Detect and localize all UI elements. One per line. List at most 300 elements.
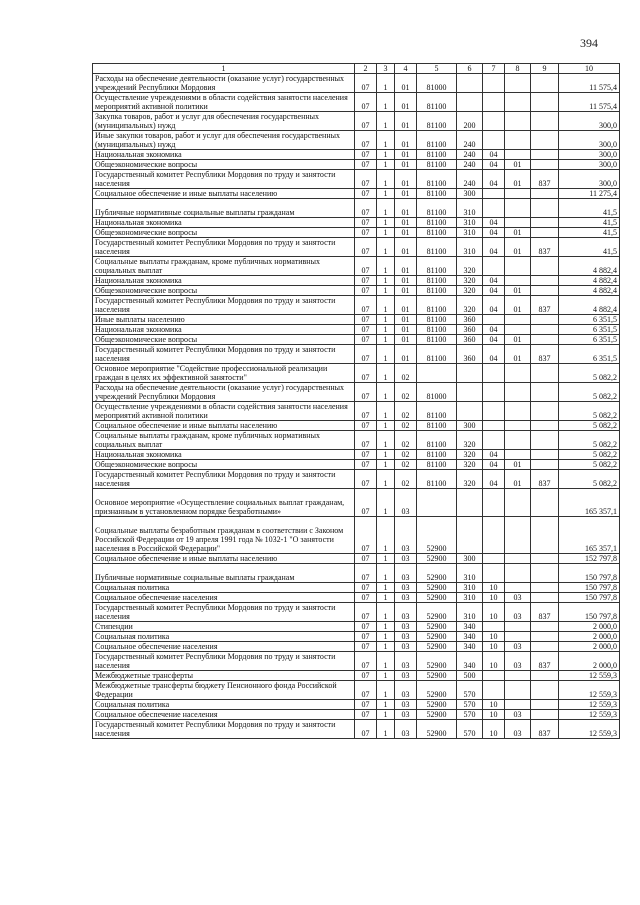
code-cell — [531, 315, 559, 325]
code-cell: 1 — [377, 470, 395, 489]
code-cell: 07 — [355, 160, 377, 170]
code-cell: 07 — [355, 218, 377, 228]
row-name-cell: Социальная политика — [93, 700, 355, 710]
code-cell: 07 — [355, 470, 377, 489]
code-cell — [531, 325, 559, 335]
amount-cell: 5 082,2 — [559, 402, 620, 421]
code-cell: 1 — [377, 286, 395, 296]
code-cell: 1 — [377, 228, 395, 238]
code-cell: 1 — [377, 450, 395, 460]
code-cell: 81100 — [417, 335, 457, 345]
code-cell: 300 — [457, 189, 483, 199]
code-cell: 04 — [483, 276, 505, 286]
amount-cell: 2 000,0 — [559, 632, 620, 642]
column-header: 9 — [531, 64, 559, 74]
code-cell: 01 — [505, 170, 531, 189]
row-name-cell: Публичные нормативные социальные выплаты гражданам — [93, 564, 355, 583]
code-cell — [531, 681, 559, 700]
code-cell — [505, 257, 531, 276]
code-cell: 02 — [395, 421, 417, 431]
code-cell: 1 — [377, 335, 395, 345]
code-cell: 81100 — [417, 93, 457, 112]
code-cell: 04 — [483, 325, 505, 335]
code-cell: 1 — [377, 160, 395, 170]
code-cell: 300 — [457, 554, 483, 564]
code-cell: 1 — [377, 402, 395, 421]
code-cell: 01 — [505, 345, 531, 364]
code-cell: 10 — [483, 603, 505, 622]
code-cell: 10 — [483, 593, 505, 603]
table-row — [93, 383, 620, 402]
code-cell: 1 — [377, 296, 395, 315]
code-cell: 07 — [355, 286, 377, 296]
column-header: 3 — [377, 64, 395, 74]
code-cell — [531, 218, 559, 228]
row-name-cell: Государственный комитет Республики Мордовия по труду и занятости населения — [93, 170, 355, 189]
code-cell: 81100 — [417, 131, 457, 150]
code-cell: 320 — [457, 460, 483, 470]
header-row — [93, 64, 620, 74]
code-cell: 81100 — [417, 286, 457, 296]
code-cell: 1 — [377, 345, 395, 364]
code-cell: 03 — [395, 489, 417, 517]
amount-cell: 4 882,4 — [559, 257, 620, 276]
table-row — [93, 257, 620, 276]
code-cell — [505, 93, 531, 112]
table-row — [93, 710, 620, 720]
code-cell: 52900 — [417, 720, 457, 739]
code-cell: 01 — [395, 257, 417, 276]
code-cell: 81100 — [417, 470, 457, 489]
column-header: 5 — [417, 64, 457, 74]
amount-cell: 2 000,0 — [559, 642, 620, 652]
code-cell — [505, 681, 531, 700]
table-row — [93, 286, 620, 296]
code-cell: 07 — [355, 671, 377, 681]
code-cell: 52900 — [417, 642, 457, 652]
row-name-cell: Общеэкономические вопросы — [93, 228, 355, 238]
code-cell — [505, 364, 531, 383]
amount-cell: 150 797,8 — [559, 593, 620, 603]
code-cell: 07 — [355, 315, 377, 325]
code-cell — [505, 325, 531, 335]
code-cell — [531, 131, 559, 150]
row-name-cell: Национальная экономика — [93, 325, 355, 335]
code-cell: 03 — [395, 700, 417, 710]
code-cell — [531, 583, 559, 593]
code-cell: 04 — [483, 450, 505, 460]
row-name-cell: Социальная политика — [93, 583, 355, 593]
code-cell — [505, 564, 531, 583]
code-cell — [505, 554, 531, 564]
code-cell: 03 — [505, 642, 531, 652]
page-number: 394 — [580, 36, 598, 50]
table-row — [93, 470, 620, 489]
code-cell: 01 — [395, 112, 417, 131]
column-header: 4 — [395, 64, 417, 74]
code-cell: 52900 — [417, 671, 457, 681]
code-cell: 81100 — [417, 460, 457, 470]
code-cell: 07 — [355, 364, 377, 383]
table-row — [93, 583, 620, 593]
code-cell: 81100 — [417, 199, 457, 218]
code-cell — [531, 554, 559, 564]
table-row — [93, 315, 620, 325]
code-cell: 02 — [395, 431, 417, 450]
code-cell: 03 — [505, 593, 531, 603]
code-cell: 52900 — [417, 652, 457, 671]
column-header: 7 — [483, 64, 505, 74]
row-name-cell: Расходы на обеспечение деятельности (оказание услуг) государственных учреждений Республики Мордовия — [93, 383, 355, 402]
code-cell: 01 — [395, 160, 417, 170]
amount-cell: 150 797,8 — [559, 583, 620, 593]
code-cell — [505, 632, 531, 642]
table-row — [93, 402, 620, 421]
code-cell: 03 — [395, 593, 417, 603]
code-cell: 81100 — [417, 150, 457, 160]
code-cell: 03 — [505, 652, 531, 671]
code-cell — [483, 622, 505, 632]
amount-cell: 4 882,4 — [559, 276, 620, 286]
amount-cell: 300,0 — [559, 170, 620, 189]
amount-cell: 6 351,5 — [559, 335, 620, 345]
code-cell: 01 — [505, 228, 531, 238]
code-cell: 1 — [377, 131, 395, 150]
code-cell: 1 — [377, 681, 395, 700]
code-cell: 01 — [395, 238, 417, 257]
row-name-cell: Национальная экономика — [93, 150, 355, 160]
code-cell: 1 — [377, 517, 395, 554]
code-cell — [531, 383, 559, 402]
code-cell: 320 — [457, 257, 483, 276]
code-cell: 1 — [377, 460, 395, 470]
table-row — [93, 218, 620, 228]
amount-cell: 41,5 — [559, 228, 620, 238]
row-name-cell: Государственный комитет Республики Мордовия по труду и занятости населения — [93, 603, 355, 622]
row-name-cell: Социальное обеспечение и иные выплаты населению — [93, 189, 355, 199]
row-name-cell: Государственный комитет Республики Мордовия по труду и занятости населения — [93, 652, 355, 671]
table-row — [93, 489, 620, 517]
code-cell — [531, 421, 559, 431]
code-cell: 1 — [377, 218, 395, 228]
code-cell — [483, 383, 505, 402]
row-name-cell: Национальная экономика — [93, 450, 355, 460]
table-row — [93, 345, 620, 364]
row-name-cell: Государственный комитет Республики Мордовия по труду и занятости населения — [93, 470, 355, 489]
amount-cell: 41,5 — [559, 218, 620, 228]
code-cell: 52900 — [417, 593, 457, 603]
code-cell: 10 — [483, 710, 505, 720]
amount-cell: 2 000,0 — [559, 622, 620, 632]
amount-cell: 12 559,3 — [559, 720, 620, 739]
code-cell: 03 — [395, 622, 417, 632]
code-cell: 1 — [377, 170, 395, 189]
code-cell: 837 — [531, 720, 559, 739]
code-cell: 01 — [395, 335, 417, 345]
table-row — [93, 364, 620, 383]
code-cell — [505, 489, 531, 517]
code-cell: 01 — [395, 199, 417, 218]
amount-cell: 5 082,2 — [559, 383, 620, 402]
code-cell: 02 — [395, 383, 417, 402]
amount-cell: 11 575,4 — [559, 93, 620, 112]
code-cell: 81100 — [417, 218, 457, 228]
code-cell: 837 — [531, 603, 559, 622]
row-name-cell: Основное мероприятие «Осуществление социальных выплат гражданам, признанным в установленном порядке безработными» — [93, 489, 355, 517]
row-name-cell: Осуществление учреждениями в области содействия занятости населения мероприятий активной политики — [93, 402, 355, 421]
code-cell: 1 — [377, 325, 395, 335]
code-cell: 03 — [395, 642, 417, 652]
code-cell: 310 — [457, 218, 483, 228]
amount-cell: 12 559,3 — [559, 700, 620, 710]
amount-cell: 300,0 — [559, 150, 620, 160]
table-row — [93, 720, 620, 739]
amount-cell: 165 357,1 — [559, 517, 620, 554]
table-row — [93, 296, 620, 315]
amount-cell: 5 082,2 — [559, 460, 620, 470]
code-cell — [457, 74, 483, 93]
amount-cell: 300,0 — [559, 112, 620, 131]
code-cell: 01 — [395, 131, 417, 150]
table-row — [93, 450, 620, 460]
table-row — [93, 554, 620, 564]
code-cell: 52900 — [417, 564, 457, 583]
code-cell — [483, 112, 505, 131]
code-cell: 07 — [355, 421, 377, 431]
code-cell: 310 — [457, 199, 483, 218]
code-cell — [505, 131, 531, 150]
code-cell: 07 — [355, 622, 377, 632]
code-cell — [531, 257, 559, 276]
code-cell: 03 — [505, 720, 531, 739]
row-name-cell: Национальная экономика — [93, 276, 355, 286]
code-cell: 340 — [457, 642, 483, 652]
code-cell: 340 — [457, 622, 483, 632]
code-cell: 837 — [531, 238, 559, 257]
code-cell: 04 — [483, 286, 505, 296]
code-cell: 01 — [395, 315, 417, 325]
code-cell: 81100 — [417, 238, 457, 257]
code-cell: 320 — [457, 276, 483, 286]
row-name-cell: Межбюджетные трансферты бюджету Пенсионного фонда Российской Федерации — [93, 681, 355, 700]
code-cell: 81000 — [417, 383, 457, 402]
amount-cell: 150 797,8 — [559, 564, 620, 583]
code-cell: 03 — [505, 710, 531, 720]
amount-cell: 5 082,2 — [559, 364, 620, 383]
code-cell: 1 — [377, 74, 395, 93]
code-cell — [531, 93, 559, 112]
code-cell: 07 — [355, 710, 377, 720]
code-cell: 1 — [377, 632, 395, 642]
code-cell: 03 — [395, 710, 417, 720]
row-name-cell: Социальное обеспечение населения — [93, 710, 355, 720]
row-name-cell: Социальное обеспечение населения — [93, 593, 355, 603]
code-cell — [531, 622, 559, 632]
amount-cell: 11 575,4 — [559, 74, 620, 93]
code-cell: 240 — [457, 150, 483, 160]
code-cell: 320 — [457, 296, 483, 315]
table-row — [93, 170, 620, 189]
code-cell: 07 — [355, 228, 377, 238]
code-cell: 81100 — [417, 315, 457, 325]
amount-cell: 12 559,3 — [559, 710, 620, 720]
code-cell: 52900 — [417, 632, 457, 642]
code-cell — [483, 554, 505, 564]
code-cell: 52900 — [417, 622, 457, 632]
code-cell: 10 — [483, 583, 505, 593]
table-row — [93, 112, 620, 131]
code-cell — [531, 460, 559, 470]
code-cell: 01 — [505, 238, 531, 257]
code-cell: 04 — [483, 460, 505, 470]
code-cell: 07 — [355, 642, 377, 652]
column-header: 1 — [93, 64, 355, 74]
code-cell: 500 — [457, 671, 483, 681]
code-cell: 04 — [483, 296, 505, 315]
code-cell: 03 — [395, 564, 417, 583]
amount-cell: 4 882,4 — [559, 286, 620, 296]
code-cell: 52900 — [417, 710, 457, 720]
code-cell — [531, 189, 559, 199]
table-row — [93, 564, 620, 583]
code-cell: 81100 — [417, 112, 457, 131]
code-cell: 04 — [483, 228, 505, 238]
amount-cell: 6 351,5 — [559, 325, 620, 335]
amount-cell: 5 082,2 — [559, 470, 620, 489]
code-cell: 1 — [377, 421, 395, 431]
code-cell: 1 — [377, 489, 395, 517]
code-cell: 03 — [395, 632, 417, 642]
code-cell: 1 — [377, 383, 395, 402]
code-cell: 81100 — [417, 450, 457, 460]
code-cell — [531, 632, 559, 642]
code-cell: 81100 — [417, 170, 457, 189]
code-cell — [457, 383, 483, 402]
code-cell — [505, 450, 531, 460]
code-cell: 1 — [377, 199, 395, 218]
code-cell: 02 — [395, 460, 417, 470]
code-cell: 81100 — [417, 431, 457, 450]
code-cell: 07 — [355, 593, 377, 603]
code-cell — [531, 199, 559, 218]
code-cell — [531, 276, 559, 286]
code-cell: 1 — [377, 603, 395, 622]
code-cell: 1 — [377, 189, 395, 199]
code-cell — [483, 489, 505, 517]
code-cell: 04 — [483, 150, 505, 160]
code-cell: 01 — [395, 93, 417, 112]
code-cell: 1 — [377, 364, 395, 383]
amount-cell: 5 082,2 — [559, 421, 620, 431]
code-cell: 300 — [457, 421, 483, 431]
code-cell: 07 — [355, 402, 377, 421]
column-header: 10 — [559, 64, 620, 74]
row-name-cell: Иные выплаты населению — [93, 315, 355, 325]
table-row — [93, 652, 620, 671]
row-name-cell: Общеэкономические вопросы — [93, 160, 355, 170]
code-cell — [531, 710, 559, 720]
code-cell: 837 — [531, 170, 559, 189]
code-cell — [483, 364, 505, 383]
code-cell: 01 — [395, 228, 417, 238]
code-cell: 01 — [505, 470, 531, 489]
code-cell — [505, 583, 531, 593]
code-cell — [457, 402, 483, 421]
code-cell: 07 — [355, 564, 377, 583]
code-cell: 1 — [377, 93, 395, 112]
code-cell: 1 — [377, 112, 395, 131]
code-cell — [483, 189, 505, 199]
code-cell: 1 — [377, 593, 395, 603]
code-cell: 240 — [457, 160, 483, 170]
code-cell: 1 — [377, 564, 395, 583]
code-cell — [505, 276, 531, 286]
code-cell: 1 — [377, 720, 395, 739]
code-cell: 360 — [457, 345, 483, 364]
code-cell: 1 — [377, 671, 395, 681]
column-header: 2 — [355, 64, 377, 74]
code-cell: 81100 — [417, 402, 457, 421]
code-cell — [531, 517, 559, 554]
code-cell: 310 — [457, 583, 483, 593]
amount-cell: 300,0 — [559, 131, 620, 150]
code-cell: 52900 — [417, 517, 457, 554]
row-name-cell: Межбюджетные трансферты — [93, 671, 355, 681]
code-cell: 837 — [531, 296, 559, 315]
row-name-cell: Иные закупки товаров, работ и услуг для обеспечения государственных (муниципальных) нужд — [93, 131, 355, 150]
code-cell: 81100 — [417, 325, 457, 335]
table-row — [93, 622, 620, 632]
amount-cell: 165 357,1 — [559, 489, 620, 517]
row-name-cell: Социальные выплаты безработным гражданам в соответствии с Законом Российской Федерации от 19 апреля 1991 года № 1032-1 "О занятости населения в Российской Федерации" — [93, 517, 355, 554]
code-cell: 04 — [483, 238, 505, 257]
code-cell: 07 — [355, 554, 377, 564]
code-cell — [505, 199, 531, 218]
row-name-cell: Социальная политика — [93, 632, 355, 642]
column-header: 6 — [457, 64, 483, 74]
table-row — [93, 238, 620, 257]
code-cell: 07 — [355, 296, 377, 315]
code-cell: 04 — [483, 335, 505, 345]
code-cell: 10 — [483, 700, 505, 710]
code-cell: 1 — [377, 315, 395, 325]
code-cell — [483, 564, 505, 583]
table-row — [93, 681, 620, 700]
table-row — [93, 74, 620, 93]
code-cell — [483, 421, 505, 431]
code-cell: 52900 — [417, 583, 457, 593]
table-row — [93, 642, 620, 652]
code-cell — [531, 489, 559, 517]
amount-cell: 11 275,4 — [559, 189, 620, 199]
row-name-cell: Социальные выплаты гражданам, кроме публичных нормативных социальных выплат — [93, 257, 355, 276]
amount-cell: 300,0 — [559, 160, 620, 170]
code-cell: 200 — [457, 112, 483, 131]
code-cell — [483, 93, 505, 112]
code-cell: 04 — [483, 160, 505, 170]
code-cell — [483, 402, 505, 421]
code-cell — [457, 489, 483, 517]
code-cell: 02 — [395, 470, 417, 489]
code-cell: 02 — [395, 450, 417, 460]
code-cell: 07 — [355, 583, 377, 593]
code-cell: 837 — [531, 652, 559, 671]
code-cell: 01 — [505, 335, 531, 345]
code-cell: 07 — [355, 325, 377, 335]
code-cell: 360 — [457, 325, 483, 335]
code-cell — [457, 93, 483, 112]
code-cell: 03 — [395, 517, 417, 554]
